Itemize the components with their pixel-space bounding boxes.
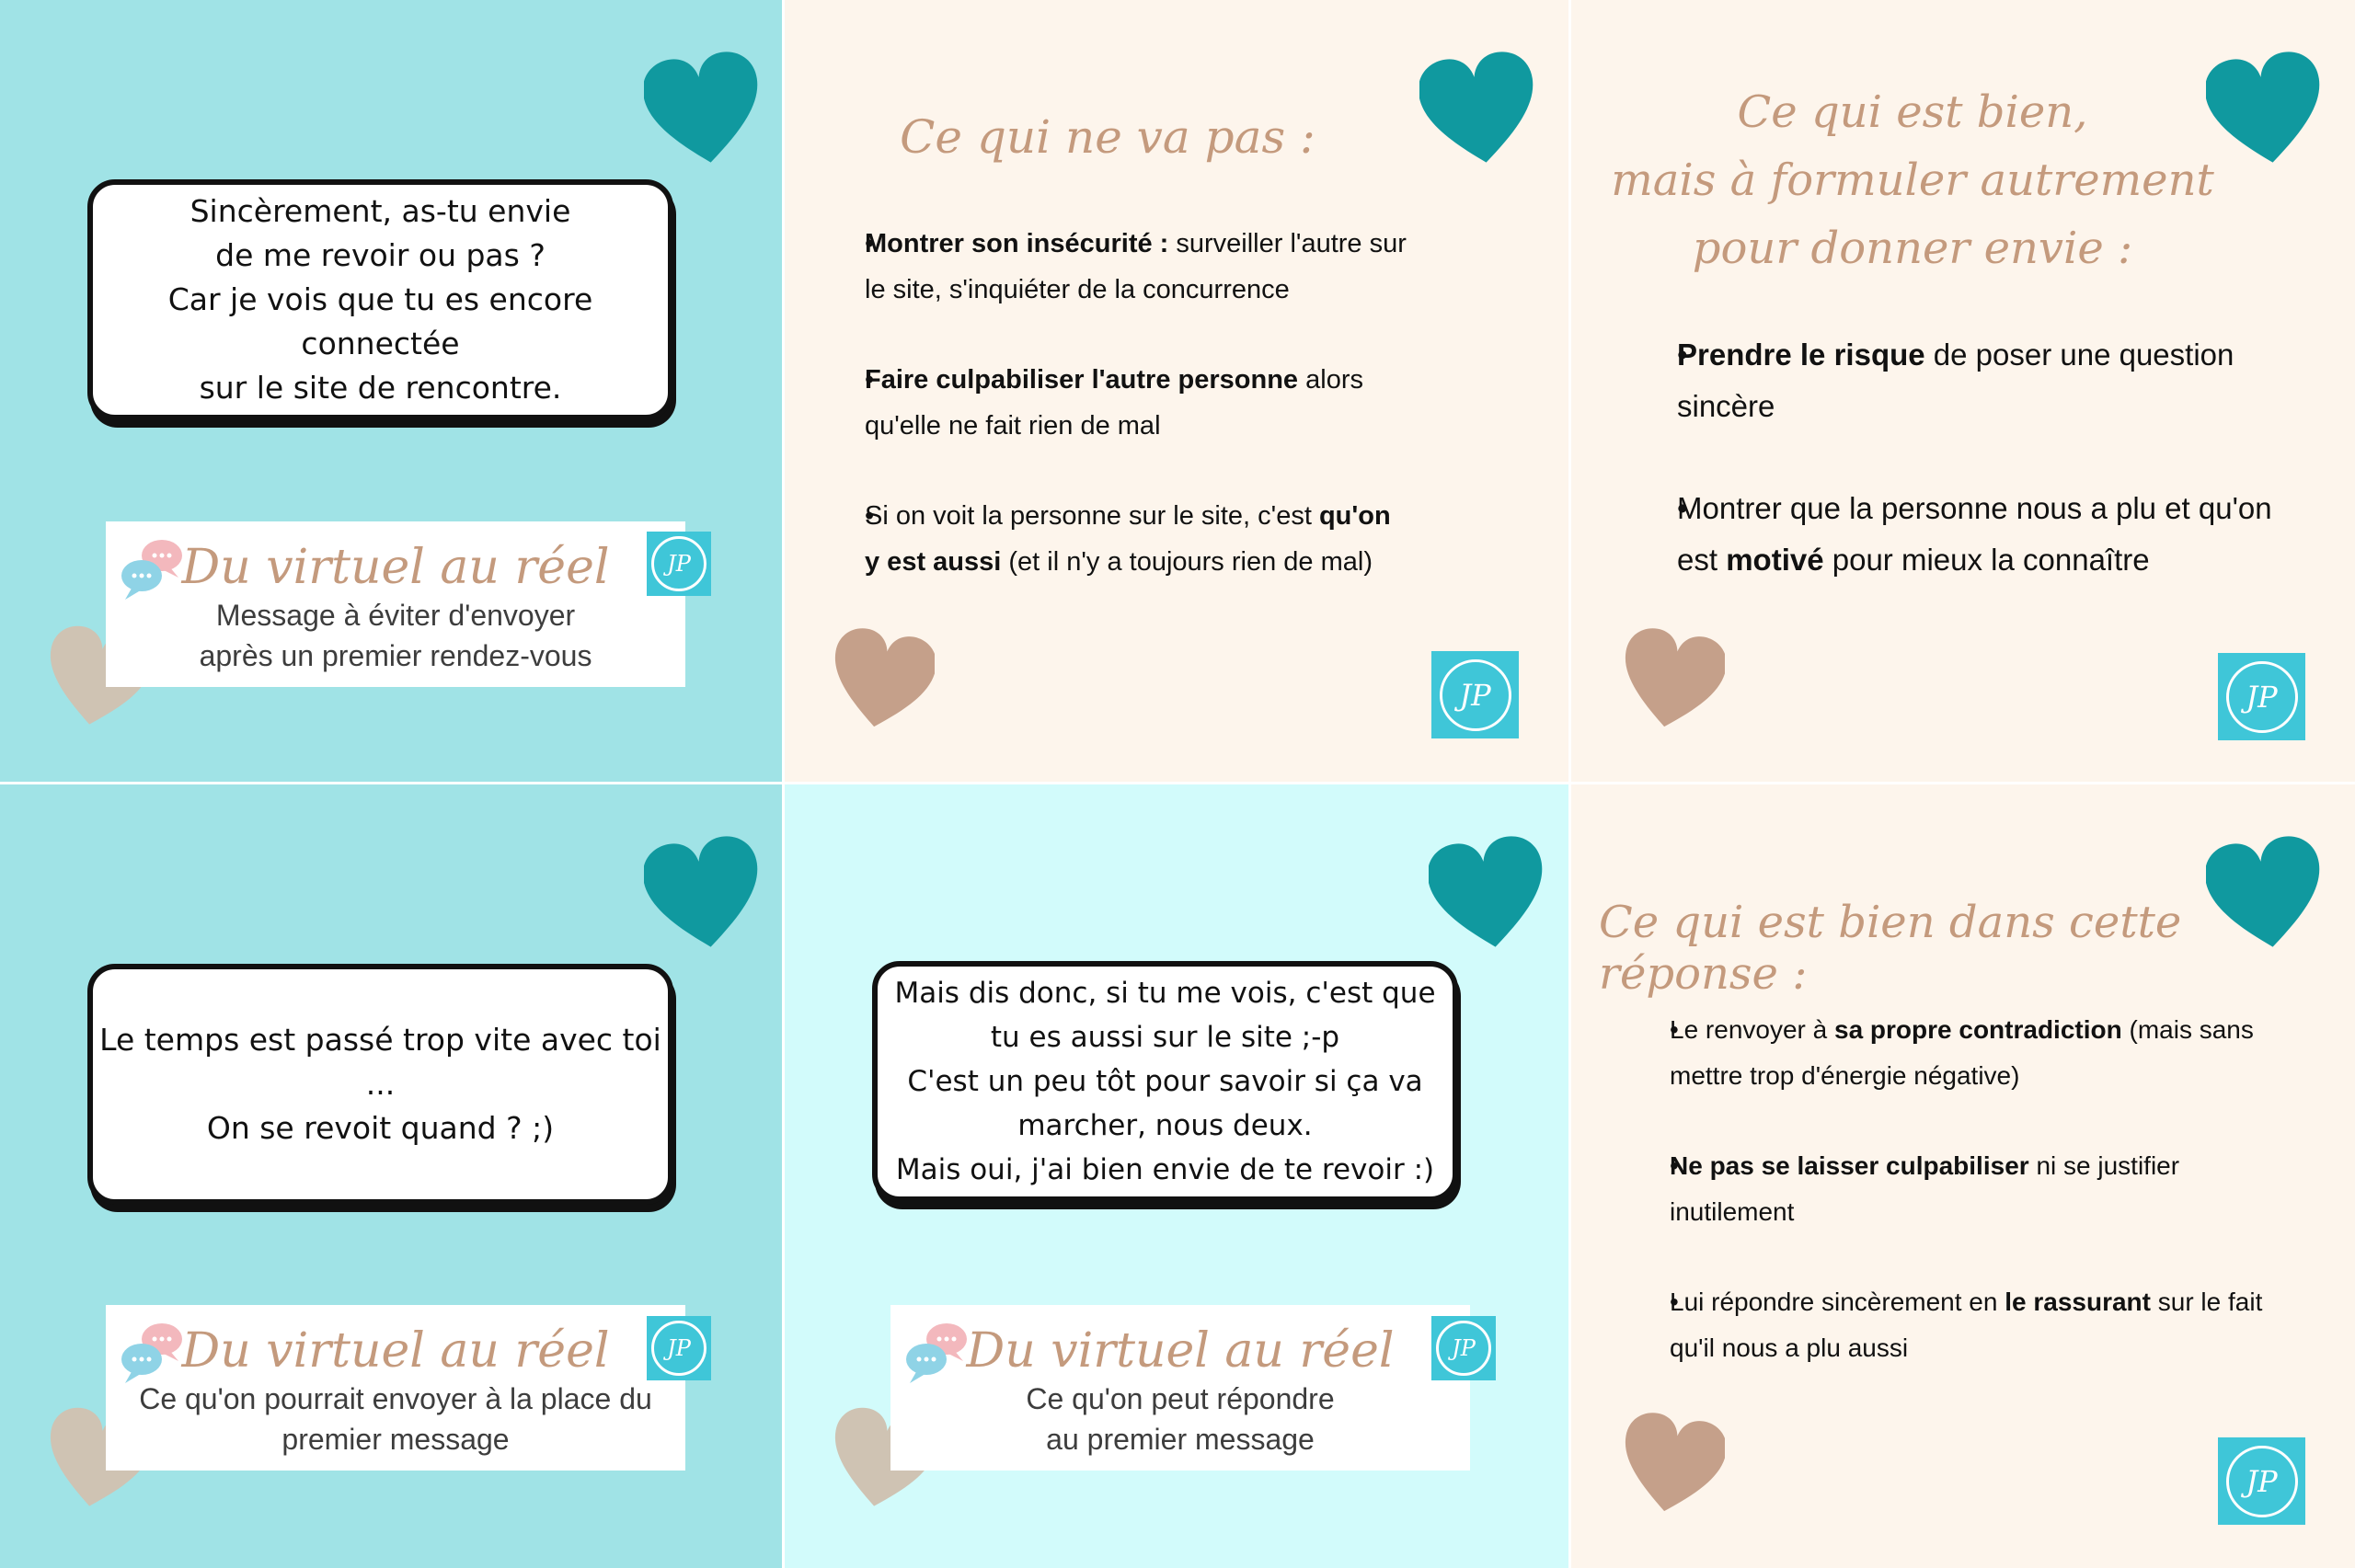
list-item: • Prendre le risque de poser une question sincère (1649, 329, 2293, 432)
logo-badge: JP (647, 532, 711, 596)
logo-badge: JP (1431, 651, 1519, 738)
heart-icon-teal (644, 51, 764, 175)
section-title: Ce qui ne va pas : (900, 110, 1315, 164)
label-subtitle: Ce qu'on pourrait envoyer à la place du premier message (139, 1382, 652, 1456)
bubble-line: tu es aussi sur le site ;-p (990, 1021, 1340, 1054)
label-box (890, 1305, 1470, 1471)
list-item: • Le renvoyer à sa propre contradiction (mais sans mettre trop d'énergie négative) (1645, 1007, 2289, 1099)
section-title: Ce qui est bien, mais à formuler autrement pour donner envie : (1611, 86, 2214, 274)
heart-icon-tan (1619, 1405, 1725, 1529)
bubble-line: Car je vois que tu es encore connectée (167, 281, 593, 361)
bubble-line: C'est un peu tôt pour savoir si ça va (907, 1065, 1423, 1098)
bullet-list (1649, 329, 2293, 586)
message-bubble (872, 961, 1458, 1202)
list-item: • Montrer son insécurité : surveiller l'autre sur le site, s'inquiéter de la concurrence (840, 221, 1410, 313)
bullet-list (840, 221, 1410, 585)
bubble-line: On se revoit quand ? ;) (206, 1110, 555, 1146)
panel-message-to-avoid (0, 0, 782, 782)
label-box (106, 1305, 685, 1471)
chat-bubbles-icon (118, 1319, 187, 1385)
heart-icon-teal (1419, 51, 1539, 175)
logo-badge: JP (2218, 1437, 2305, 1525)
panel-possible-reply (785, 784, 1568, 1568)
panel-alternative-message (0, 784, 782, 1568)
logo-badge: JP (1431, 1316, 1496, 1380)
bullet-list (1645, 1007, 2289, 1371)
section-title: Ce qui est bien dans cette réponse : (1599, 897, 2182, 1000)
list-item: • Montrer que la personne nous a plu et qu'on est motivé pour mieux la connaître (1649, 483, 2293, 586)
bubble-line: Sincèrement, as-tu envie (190, 193, 571, 229)
bubble-line: Mais dis donc, si tu me vois, c'est que (894, 977, 1436, 1010)
message-bubble (87, 179, 673, 420)
label-subtitle: Ce qu'on peut répondre au premier message (1026, 1382, 1335, 1456)
list-item: • Si on voit la personne sur le site, c'est qu'on y est aussi (et il n'y a toujours rien de mal) (840, 493, 1410, 585)
label-box (106, 521, 685, 687)
panel-good-in-reply (1571, 784, 2355, 1568)
heart-icon-tan (1619, 621, 1725, 745)
heart-icon-tan (829, 621, 935, 745)
heart-icon-teal (644, 835, 764, 959)
panel-what-is-wrong (785, 0, 1568, 782)
bubble-line: marcher, nous deux. (1017, 1109, 1313, 1142)
label-title: Du virtuel au réel (966, 1323, 1395, 1379)
list-item: • Faire culpabiliser l'autre personne alors qu'elle ne fait rien de mal (840, 357, 1410, 449)
message-bubble (87, 964, 673, 1205)
bubble-line: sur le site de rencontre. (199, 370, 562, 406)
label-subtitle: Message à éviter d'envoyer après un premier rendez-vous (199, 599, 592, 672)
logo-badge: JP (647, 1316, 711, 1380)
bubble-line: Le temps est passé trop vite avec toi ... (99, 1022, 661, 1102)
label-title: Du virtuel au réel (181, 1323, 610, 1379)
list-item: • Ne pas se laisser culpabiliser ni se justifier inutilement (1645, 1143, 2289, 1235)
label-title: Du virtuel au réel (181, 540, 610, 595)
chat-bubbles-icon (118, 535, 187, 601)
heart-icon-teal (1429, 835, 1548, 959)
panel-rephrase (1571, 0, 2355, 782)
chat-bubbles-icon (902, 1319, 971, 1385)
bubble-line: Mais oui, j'ai bien envie de te revoir :) (895, 1153, 1435, 1186)
logo-badge: JP (2218, 653, 2305, 740)
bubble-line: de me revoir ou pas ? (215, 237, 546, 273)
list-item: • Lui répondre sincèrement en le rassurant sur le fait qu'il nous a plu aussi (1645, 1279, 2289, 1371)
